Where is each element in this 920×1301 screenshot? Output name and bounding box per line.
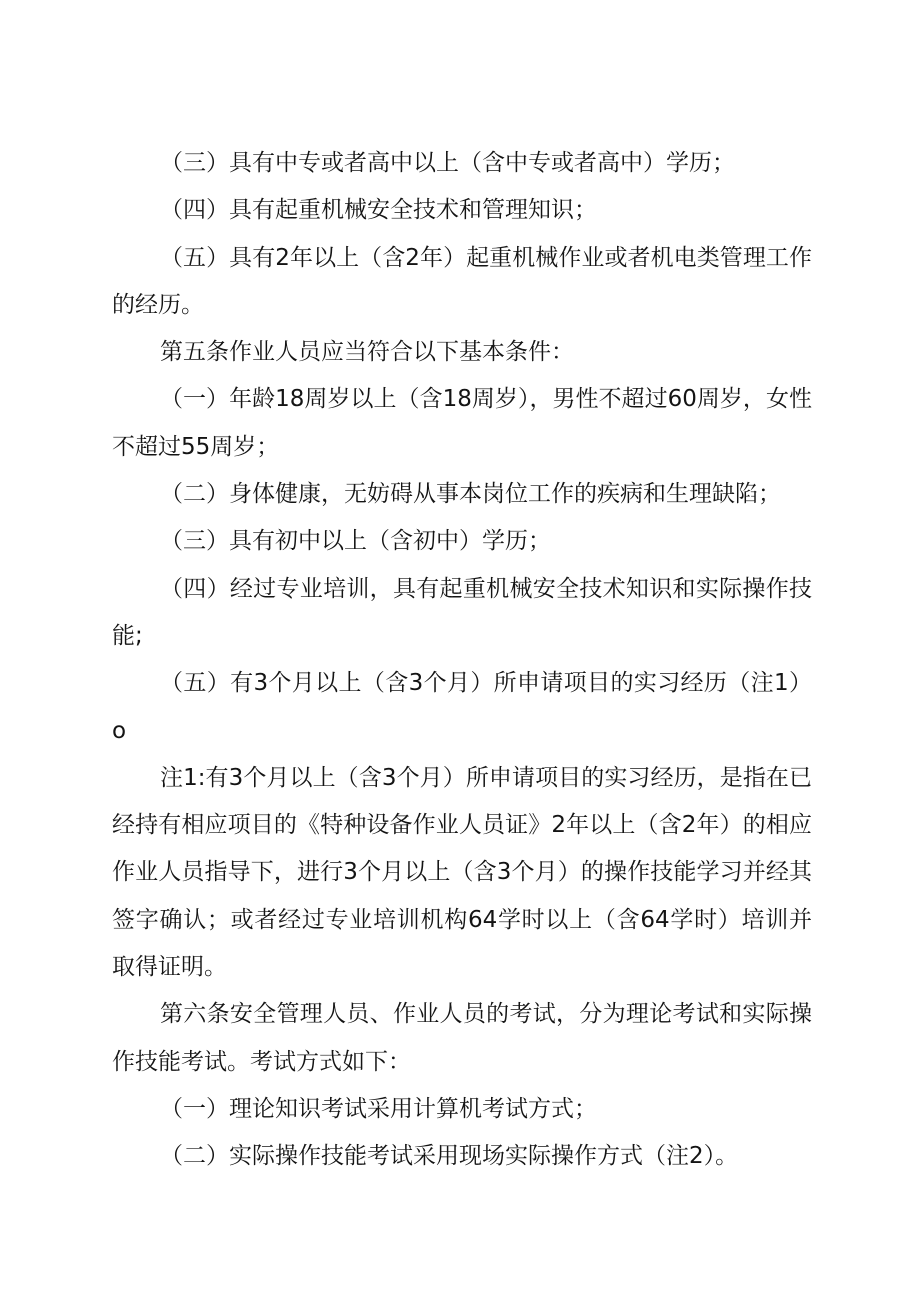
- paragraph-requirement-3-education: （三）具有中专或者高中以上（含中专或者高中）学历；: [160, 150, 735, 176]
- paragraph-article-5-heading: 第五条作业人员应当符合以下基本条件：: [160, 339, 574, 366]
- paragraph-article-6: 第六条安全管理人员、作业人员的考试，分为理论考试和实际操作技能考试。考试方式如下：: [112, 1001, 812, 1075]
- paragraph-operator-age: （一）年龄18周岁以上（含18周岁），男性不超过60周岁，女性不超过55周岁；: [112, 386, 812, 460]
- paragraph-note-1: 注1:有3个月以上（含3个月）所申请项目的实习经历，是指在已经持有相应项目的《特种设备作业人员证》2年以上（含2年）的相应作业人员指导下，进行3个月以上（含3个月）的操作技能学习并经其签字确认；或者经过专业培训机构64学时以上（含64学时）培训并取得证明。: [112, 764, 812, 981]
- paragraph-operator-training: （四）经过专业培训，具有起重机械安全技术知识和实际操作技能;: [112, 575, 812, 649]
- paragraph-exam-theory: （一）理论知识考试采用计算机考试方式；: [160, 1095, 597, 1122]
- paragraph-requirement-4-knowledge: （四）具有起重机械安全技术和管理知识；: [160, 197, 597, 224]
- paragraph-operator-education: （三）具有初中以上（含初中）学历；: [160, 528, 551, 555]
- document-body: [112, 140, 812, 1181]
- paragraph-exam-practical: （二）实际操作技能考试采用现场实际操作方式（注2）。: [160, 1143, 739, 1170]
- paragraph-operator-health: （二）身体健康，无妨碍从事本岗位工作的疾病和生理缺陷；: [160, 481, 781, 508]
- paragraph-operator-internship: （五）有3个月以上（含3个月）所申请项目的实习经历（注1）o: [112, 670, 812, 744]
- paragraph-requirement-5-experience: （五）具有2年以上（含2年）起重机械作业或者机电类管理工作的经历。: [112, 244, 812, 318]
